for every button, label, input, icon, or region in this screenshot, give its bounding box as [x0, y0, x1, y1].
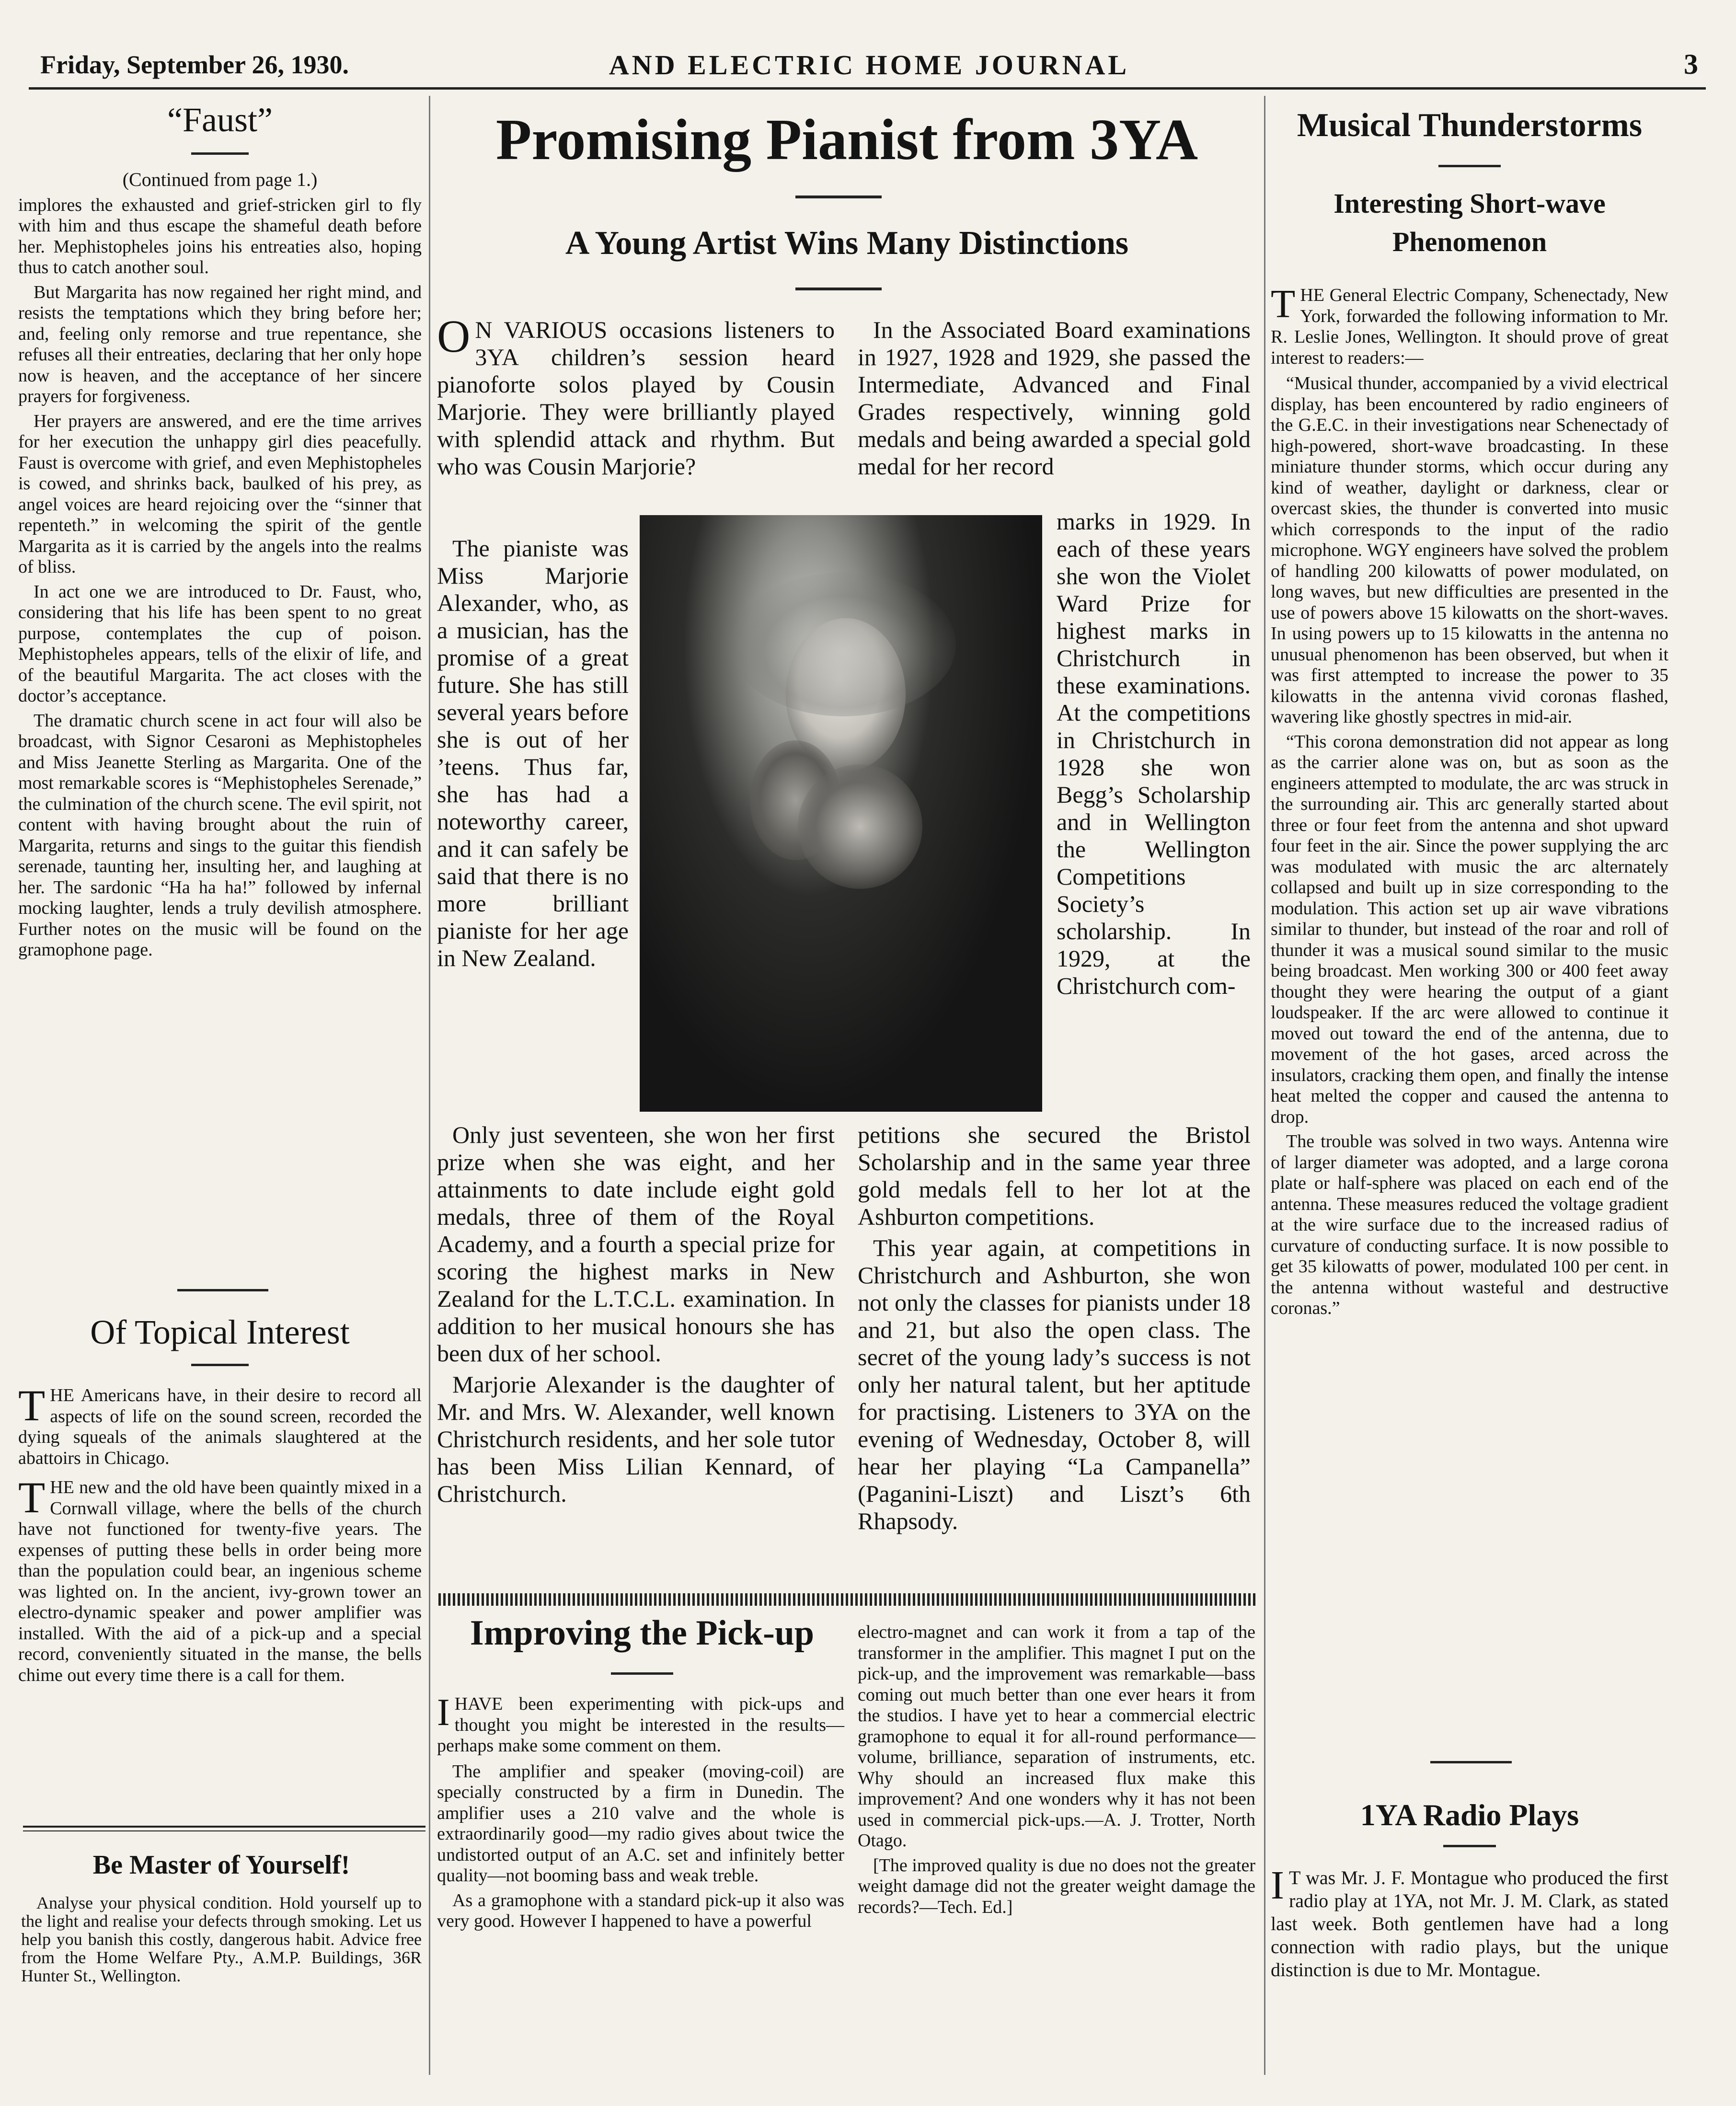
faust-title: “Faust” [167, 101, 273, 139]
title-dash [191, 1364, 249, 1366]
drop-cap: T [18, 1381, 46, 1430]
pianist-col2-wide [858, 1121, 1251, 1539]
radioplays-article [1271, 1797, 1668, 1985]
issue-date: Friday, September 26, 1930. [40, 50, 349, 79]
faust-paragraph: implores the exhausted and grief-stricken girl to fly with him and thus escape the shameful death before her. Mephistopheles joins his entreaties also, hoping thus to catch another soul. [18, 195, 422, 277]
topical-paragraph [18, 1473, 422, 1686]
title-dash [1443, 1845, 1496, 1847]
faust-paragraph: But Margarita has now regained her right mind, and resists the temptations which they bring before her; and, feeling only remorse and true repentance, she refuses all their entreaties, declaring that her only hope now is heaven, and the acceptance of her sincere prayers for forgiveness. [18, 282, 422, 406]
thunder-article [1271, 106, 1668, 1323]
title-dash [611, 1672, 673, 1675]
pickup-lead-text: HAVE been experimenting with pick-ups and thought you might be interested in the results—perhaps make some comment on them. [437, 1694, 844, 1756]
topical-paragraph [18, 1381, 422, 1469]
pianist-photo [640, 515, 1042, 1112]
radioplays-lead-text: T was Mr. J. F. Montague who produced the first radio play at 1YA, not Mr. J. M. Clark, as stated last week. Both gentlemen have had a long connection with radio plays, but the unique distinction is due to Mr. Montague. [1271, 1867, 1668, 1980]
pianist-paragraph: The pianiste was Miss Marjorie Alexander, who, as a musician, has the promise of a great future. She has still several years before she is out of her ’teens. Thus far, she has had a noteworthy career, and it can safely be said that there is no more brilliant pianiste for her age in New Zealand. [437, 535, 629, 971]
page-header [40, 41, 1698, 87]
portrait-neck [798, 764, 922, 889]
title-dash [191, 152, 249, 155]
pickup-lead [437, 1694, 844, 1757]
pianist-col1-narrow [437, 535, 629, 976]
pickup-paragraph: [The improved quality is due no does not the greater weight damage did not the greater weight damage the records?—Tech. Ed.] [858, 1855, 1255, 1917]
faust-paragraph: The dramatic church scene in act four will also be broadcast, with Signor Cesaroni as Mephistopheles and Miss Jeanette Sterling as Margarita. One of the most remarkable scores is “Mephistopheles Serenade,” the culmination of the church scene. The evil spirit, not content with having brought about the ruin of Margarita, returns and sings to the guitar this fiendish serenade, taunting her, insulting her, and laughing at her. The sardonic “Ha ha ha!” followed by infernal mocking laughter, lends a truly devilish atmosphere. Further notes on the music will be found on the gramophone page. [18, 710, 422, 960]
pianist-lead [437, 311, 835, 484]
drop-cap: T [1271, 282, 1296, 326]
advert-rule-top [23, 1826, 425, 1828]
drop-cap: I [437, 1692, 450, 1734]
drop-cap: T [18, 1473, 46, 1522]
thunder-lead [1271, 282, 1668, 368]
topical-text: HE new and the old have been quaintly mixed in a Cornwall village, where the bells of the church have not functioned for twenty-five years. The expenses of putting these bells in order being more than the population could bear, an ingenious scheme was lighted on. In the ancient, ivy-grown tower an electro-dynamic speaker and power amplifier was installed. With the aid of a pick-up and a special record, conveniently situated in the manse, the bells chime out every time there is a call for them. [18, 1477, 422, 1685]
faust-article [18, 101, 422, 965]
pickup-title: Improving the Pick-up [470, 1613, 815, 1653]
topical-title: Of Topical Interest [90, 1313, 350, 1351]
radioplays-lead [1271, 1863, 1668, 1981]
pianist-headline: Promising Pianist from 3YA [495, 107, 1198, 172]
section-rule [1430, 1761, 1512, 1763]
pianist-subhead: A Young Artist Wins Many Distinctions [565, 225, 1129, 262]
journal-name: AND ELECTRIC HOME JOURNAL [609, 49, 1130, 81]
pianist-paragraph: This year again, at competitions in Christchurch and Ashburton, she won not only the classes for pianists under 18 and 21, but also the open class. The secret of the young lady’s success is not only her natural talent, but her aptitude for practising. Listeners to 3YA on the evening of Wednesday, October 8, will hear her playing “La Campanella” (Paganini-Liszt) and Liszt’s 6th Rhapsody. [858, 1234, 1251, 1534]
thunder-paragraph: The trouble was solved in two ways. Antenna wire of larger diameter was adopted, and a large corona plate or half-sphere was placed on each end of the antenna. These measures reduced the voltage gradient at the wire surface due to the increased radius of curvature of conducting surface. It is now possible to get 35 kilowatts of power, modulated 100 per cent. in the antenna without wasteful and destructive coronas.” [1271, 1131, 1668, 1318]
pianist-col2-top [858, 316, 1251, 484]
thunder-title: Musical Thunderstorms [1297, 107, 1643, 144]
advert-rule-top [23, 1830, 425, 1831]
advert-text: Analyse your physical condition. Hold yourself up to the light and realise your defects through smoking. Let us help you banish this costly, dangerous habit. Advice free from the Home Welfare Pty., A.M.P. Buildings, 36R Hunter St., Wellington. [21, 1893, 422, 1985]
thunder-subtitle: Interesting Short-wave Phenomenon [1334, 188, 1606, 257]
radioplays-title: 1YA Radio Plays [1360, 1798, 1579, 1832]
section-rule [177, 1289, 268, 1291]
faust-continued: (Continued from page 1.) [122, 169, 318, 190]
subhead-dash [795, 288, 882, 290]
title-dash [1438, 165, 1501, 167]
pianist-paragraph: marks in 1929. In each of these years she won the Violet Ward Prize for highest marks in Christchurch in these examinations. At the competitions in Christchurch in 1928 she won Begg’s Scholarship and in Wellington the Wellington Competitions Society’s scholarship. In 1929, at the Christchurch com- [1057, 508, 1251, 999]
column-divider [429, 96, 430, 2075]
page-number: 3 [1684, 48, 1698, 80]
pickup-paragraph: As a gramophone with a standard pick-up it also was very good. However I happened to have a powerful [437, 1890, 844, 1931]
pickup-col1 [437, 1694, 844, 1936]
topical-article [18, 1313, 422, 1690]
drop-cap: O [437, 311, 471, 362]
pickup-paragraph: The amplifier and speaker (moving-coil) are specially constructed by a firm in Dunedin. The amplifier uses a 210 valve and the whole is extraordinarily good—my radio gives about twice the undistorted output of an A.C. set and infinitely better quality—not booming bass and weak treble. [437, 1761, 844, 1886]
pianist-col2-narrow [1057, 508, 1251, 1003]
faust-paragraph: In act one we are introduced to Dr. Faust, who, considering that his life has been spent to no great purpose, contemplates the cup of poison. Mephistopheles appears, tells of the elixir of life, and of the beautiful Margarita. The act closes with the doctor’s acceptance. [18, 581, 422, 706]
pickup-col2 [858, 1622, 1255, 1922]
pickup-paragraph: electro-magnet and can work it from a tap of the transformer in the amplifier. This magnet I put on the pick-up, and the improvement was remarkable—bass coming out much better than one ever hears it from the studios. I have yet to hear a commercial electric gramophone to equal it for all-round performance—volume, brilliance, separation of instruments, etc. Why should an increased flux make this improvement? And one wonders why it has not been used in commercial pick-ups.—A. J. Trotter, North Otago. [858, 1622, 1255, 1851]
pianist-paragraph: Marjorie Alexander is the daughter of Mr. and Mrs. W. Alexander, well known Christchurch residents, and her sole tutor has been Miss Lilian Kennard, of Christchurch. [437, 1371, 835, 1507]
thunder-paragraph: “Musical thunder, accompanied by a vivid electrical display, has been encountered by radio engineers of the G.E.C. in their investigations near Schenectady of high-powered, short-wave broadcasting. In these miniature thunder storms, which occur during any kind of weather, daylight or darkness, clear or overcast skies, the thunder is converted into music which corresponds to the input of the radio microphone. WGY engineers have solved the problem of handling 200 kilowatts of power modulated, on long waves, but new difficulties are presented in the use of powers above 15 kilowatts on the short-waves. In using powers up to 15 kilowatts in the antenna no unusual phenomenon has been observed, but when it was first attempted to increase the power to 35 kilowatts in the antenna vivid coronas flashed, wavering like ghostly spectres in mid-air. [1271, 373, 1668, 727]
headline-dash [795, 196, 882, 198]
advert-box [21, 1850, 422, 1989]
pianist-paragraph: Only just seventeen, she won her first prize when she was eight, and her attainments to date include eight gold medals, three of them of the Royal Academy, and a fourth a special prize for scoring the highest marks in New Zealand for the L.T.C.L. examination. In addition to her musical honours she has been dux of her school. [437, 1121, 835, 1367]
thunder-lead-text: HE General Electric Company, Schenectady, New York, forwarded the following information to Mr. R. Leslie Jones, Wellington. It should prove of great interest to readers:— [1271, 285, 1668, 368]
pianist-paragraph: petitions she secured the Bristol Scholarship and in the same year three gold medals fell to her lot at the Ashburton competitions. [858, 1121, 1251, 1230]
drop-cap: I [1271, 1863, 1284, 1908]
faust-paragraph: Her prayers are answered, and ere the time arrives for her execution the unhappy girl dies peacefully. Faust is overcome with grief, and even Mephistopheles is cowed, and shrinks back, baulked of his prey, as angel voices are heard rejoicing over the “sinner that repenteth.” in welcoming the spirit of the gentle Margarita as it is carried by the angels into the realms of bliss. [18, 411, 422, 577]
header-rule [29, 87, 1706, 90]
pianist-lead-paragraph [437, 311, 835, 480]
portrait-hair [731, 573, 956, 716]
pianist-col1-wide [437, 1121, 835, 1511]
ornamental-divider [438, 1593, 1258, 1606]
pianist-paragraph: In the Associated Board examinations in 1927, 1928 and 1929, she passed the Intermediate, Advanced and Final Grades respectively, winning gold medals and being awarded a special gold medal for her record [858, 316, 1251, 480]
advert-title: Be Master of Yourself! [92, 1850, 350, 1880]
topical-text: HE Americans have, in their desire to record all aspects of life on the sound screen, recorded the dying squeals of the animals slaughtered at the abattoirs in Chicago. [18, 1385, 422, 1468]
pianist-lead-text: N VARIOUS occasions listeners to 3YA children’s session heard pianoforte solos played by Cousin Marjorie. They were brilliantly played with splendid attack and rhythm. But who was Cousin Marjorie? [437, 316, 835, 480]
thunder-paragraph: “This corona demonstration did not appear as long as the carrier alone was on, but as soon as the engineers attempted to modulate, the arc was struck in the surrounding air. This arc generally started about three or four feet from the antenna and shot upward four feet in the air. Since the power supplying the arc was modulated with music the arc alternately collapsed and built up in size corresponding to the modulation. This action set up air wave vibrations similar to thunder, but instead of the roar and roll of thunder it was a musical sound similar to the music being broadcast. Men working 300 or 400 feet away thought they were hearing the output of a giant loudspeaker. If the arc were allowed to continue it moved out toward the end of the antenna, due to movement of the hot gases, arced across the insulators, cracking them open, and finally the intense heat melted the copper and caused the antenna to drop. [1271, 731, 1668, 1127]
column-divider [1264, 96, 1265, 2075]
